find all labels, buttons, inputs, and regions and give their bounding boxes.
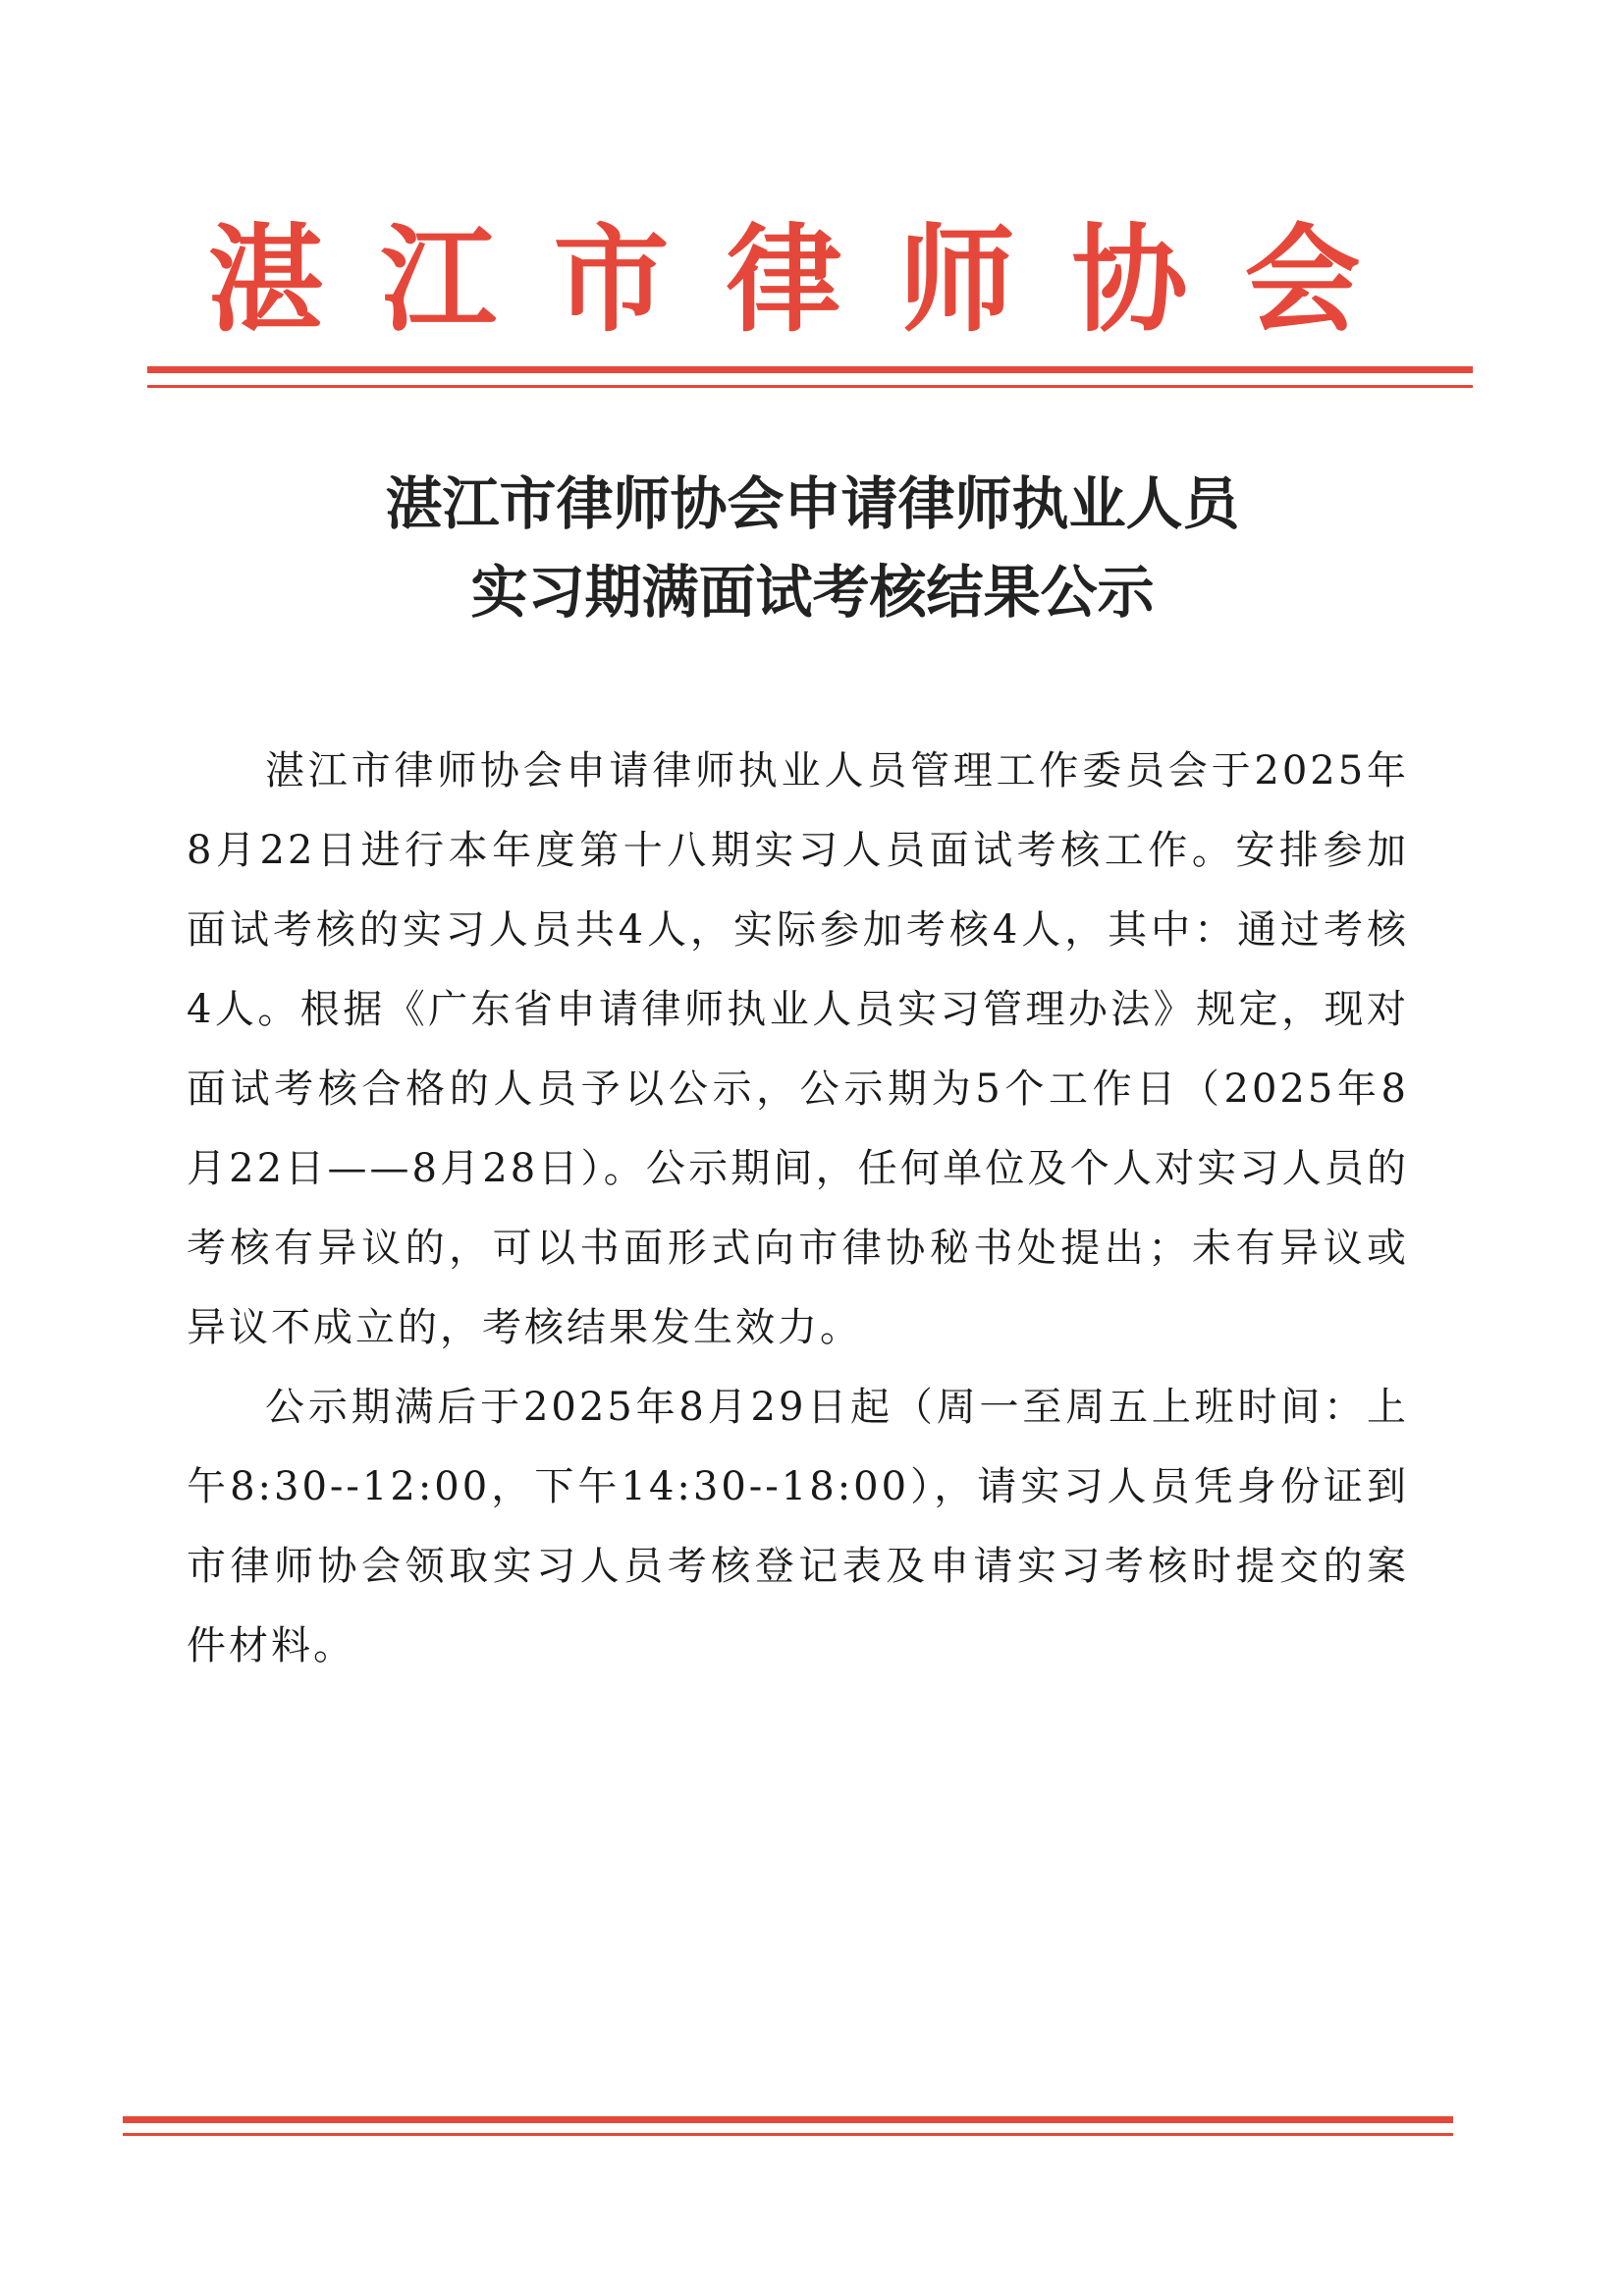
document-body [187, 732, 1409, 1686]
footer-divider-thick [123, 2116, 1453, 2123]
footer-divider-thin [123, 2133, 1453, 2136]
letterhead-org-name: 湛江市律师协会 [207, 212, 1418, 348]
letterhead-divider-thin [147, 385, 1473, 388]
document-title-line-2: 实习期满面试考核结果公示 [470, 559, 1155, 626]
body-paragraph-1: 湛江市律师协会申请律师执业人员管理工作委员会于2025年8月22日进行本年度第十八期实习人员面试考核工作。安排参加面试考核的实习人员共4人，实际参加考核4人，其中：通过考核4人。根据《广东省申请律师执业人员实习管理办法》规定，现对面试考核合格的人员予以公示，公示期为5个工作日（2025年8月22日——8月28日）。公示期间，任何单位及个人对实习人员的考核有异议的，可以书面形式向市律协秘书处提出；未有异议或异议不成立的，考核结果发生效力。 [187, 748, 1409, 1350]
document-title [147, 460, 1478, 636]
document-title-line-1: 湛江市律师协会申请律师执业人员 [385, 470, 1240, 537]
letterhead-divider-thick [147, 366, 1473, 373]
body-paragraph-2: 公示期满后于2025年8月29日起（周一至周五上班时间：上午8:30--12:00，下午14:30--18:00），请实习人员凭身份证到市律师协会领取实习人员考核登记表及申请实习考核时提交的案件材料。 [187, 1385, 1409, 1668]
